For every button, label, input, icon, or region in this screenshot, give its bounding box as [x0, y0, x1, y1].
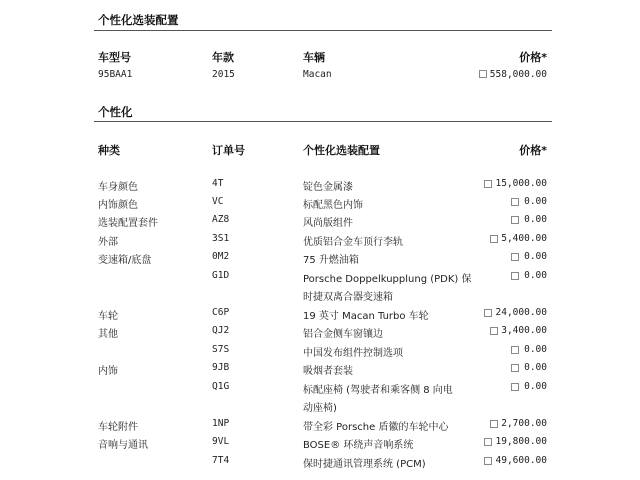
base-price-value: 558,000.00: [489, 69, 547, 80]
checkbox[interactable]: [490, 420, 498, 428]
row-price: 0.00: [524, 270, 547, 281]
row-code: 0M2: [212, 251, 230, 262]
row-description: Porsche Doppelkupplung (PDK) 保: [303, 274, 472, 285]
checkbox[interactable]: [490, 235, 498, 243]
row-price: 24,000.00: [495, 307, 547, 318]
row-price: 0.00: [524, 362, 547, 373]
row-category: 外部: [98, 237, 118, 248]
model-value: 95BAA1: [98, 69, 133, 80]
row-code: 9JB: [212, 362, 230, 373]
header-option: 个性化选装配置: [303, 144, 380, 157]
header-year: 年款: [212, 51, 234, 64]
row-code: 3S1: [212, 233, 230, 244]
row-description: 19 英寸 Macan Turbo 车轮: [303, 311, 429, 322]
row-price: 2,700.00: [501, 418, 547, 429]
checkbox[interactable]: [511, 253, 519, 261]
header-price: 价格*: [519, 144, 547, 157]
row-code: 4T: [212, 178, 224, 189]
row-description: 标配座椅 (驾驶者和乘客侧 8 向电: [303, 385, 453, 396]
row-description: 中国发布组件控制选项: [303, 348, 403, 359]
header-vehicle: 车辆: [303, 51, 325, 64]
checkbox[interactable]: [511, 216, 519, 224]
row-category: 其他: [98, 329, 118, 340]
checkbox[interactable]: [484, 309, 492, 317]
row-code: Q1G: [212, 381, 230, 392]
header-price: 价格*: [519, 51, 547, 64]
row-code: S7S: [212, 344, 230, 355]
checkbox[interactable]: [484, 180, 492, 188]
header-category: 种类: [98, 144, 120, 157]
row-price: 19,800.00: [495, 436, 547, 447]
row-description: 锭色金属漆: [303, 182, 353, 193]
row-category: 车身颜色: [98, 182, 138, 193]
row-code: 7T4: [212, 455, 230, 466]
row-code: 1NP: [212, 418, 230, 429]
row-price: 0.00: [524, 196, 547, 207]
row-description: 风尚版组件: [303, 218, 353, 229]
row-code: VC: [212, 196, 224, 207]
row-description: BOSE® 环绕声音响系统: [303, 440, 414, 451]
row-code: C6P: [212, 307, 230, 318]
row-description: 75 升燃油箱: [303, 255, 359, 266]
section-divider: [94, 121, 552, 122]
row-price: 0.00: [524, 251, 547, 262]
row-category: 内饰: [98, 366, 118, 377]
row-description: 保时捷通讯管理系统 (PCM): [303, 459, 426, 470]
row-description: 带全彩 Porsche 盾徽的车轮中心: [303, 422, 449, 433]
row-code: QJ2: [212, 325, 230, 336]
row-category: 内饰颜色: [98, 200, 138, 211]
checkbox[interactable]: [511, 346, 519, 354]
row-description: 吸烟者套装: [303, 366, 353, 377]
row-category: 选装配置套件: [98, 218, 158, 229]
row-category: 车轮: [98, 311, 118, 322]
row-description: 优质铝合金车顶行李轨: [303, 237, 403, 248]
year-value: 2015: [212, 69, 235, 80]
header-order-number: 订单号: [212, 144, 245, 157]
row-category: 音响与通讯: [98, 440, 148, 451]
checkbox[interactable]: [484, 457, 492, 465]
header-model: 车型号: [98, 51, 131, 64]
row-price: 0.00: [524, 381, 547, 392]
row-code: AZ8: [212, 214, 230, 225]
section-title-personalization: 个性化: [98, 105, 133, 119]
checkbox[interactable]: [511, 383, 519, 391]
row-price: 5,400.00: [501, 233, 547, 244]
row-price: 49,600.00: [495, 455, 547, 466]
row-description: 铝合金侧车窗镶边: [303, 329, 383, 340]
row-price: 0.00: [524, 344, 547, 355]
section-divider: [94, 30, 552, 31]
row-description-continued: 时捷双离合器变速箱: [303, 292, 393, 303]
checkbox[interactable]: [490, 327, 498, 335]
row-category: 变速箱/底盘: [98, 255, 152, 266]
row-description: 标配黑色内饰: [303, 200, 363, 211]
checkbox[interactable]: [484, 438, 492, 446]
row-price: 0.00: [524, 214, 547, 225]
row-description-continued: 动座椅): [303, 403, 337, 414]
checkbox[interactable]: [511, 198, 519, 206]
row-code: 9VL: [212, 436, 230, 447]
row-code: G1D: [212, 270, 230, 281]
row-category: 车轮附件: [98, 422, 138, 433]
checkbox[interactable]: [479, 70, 487, 78]
checkbox[interactable]: [511, 364, 519, 372]
checkbox[interactable]: [511, 272, 519, 280]
vehicle-value: Macan: [303, 69, 332, 80]
section-title-personalized-config: 个性化选装配置: [98, 13, 179, 27]
row-price: 15,000.00: [495, 178, 547, 189]
row-price: 3,400.00: [501, 325, 547, 336]
